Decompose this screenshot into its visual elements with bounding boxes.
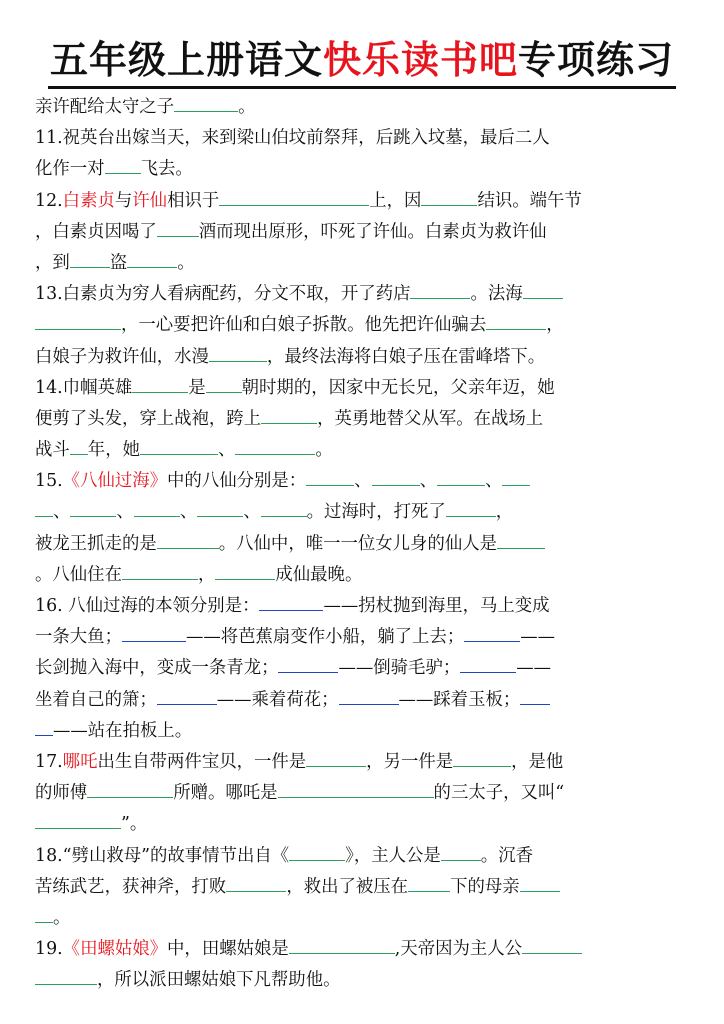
blank[interactable] <box>35 717 53 735</box>
blank[interactable] <box>408 873 450 891</box>
blank[interactable] <box>259 593 323 611</box>
q12-line2: ，白素贞因喝了 酒而现出原形，吓死了许仙。白素贞为救许仙 <box>35 217 695 248</box>
q18-line2: 苦练武艺，获神斧，打败 ，救出了被压在 下的母亲 <box>35 872 695 903</box>
blank[interactable] <box>278 780 434 798</box>
blank[interactable] <box>206 374 242 392</box>
blank[interactable] <box>289 936 395 954</box>
q11-line2: 化作一对 飞去。 <box>35 154 695 185</box>
q13-line2: ，一心要把许仙和白娘子拆散。他先把许仙骗去 ， <box>35 310 695 341</box>
blank[interactable] <box>157 530 219 548</box>
blank[interactable] <box>105 156 141 174</box>
blank[interactable] <box>127 250 177 268</box>
blank[interactable] <box>157 686 217 704</box>
q10-line1: 亲许配给太守之子 。 <box>35 92 695 123</box>
blank[interactable] <box>278 655 338 673</box>
q16-line4: 坐着自己的箫； ——乘着荷花； ——踩着玉板； <box>35 685 695 716</box>
q18-line1: 18.“劈山救母”的故事情节出自《 》，主人公是 。沉香 <box>35 841 695 872</box>
q15-line1: 15.《八仙过海》中的八仙分别是： 、 、 、 <box>35 466 695 497</box>
q14-line2: 便剪了头发，穿上战袍，跨上 ，英勇地替父从军。在战场上 <box>35 404 695 435</box>
blank[interactable] <box>460 655 516 673</box>
blank[interactable] <box>35 499 53 517</box>
blank[interactable] <box>70 437 88 455</box>
blank[interactable] <box>219 187 369 205</box>
q13-line1: 13.白素贞为穷人看病配药，分文不取，开了药店 。法海 <box>35 279 695 310</box>
blank[interactable] <box>209 343 267 361</box>
blank[interactable] <box>157 218 199 236</box>
blank[interactable] <box>410 281 470 299</box>
blank[interactable] <box>87 780 173 798</box>
blank[interactable] <box>122 624 186 642</box>
blank[interactable] <box>235 437 315 455</box>
blank[interactable] <box>134 499 180 517</box>
blank[interactable] <box>197 499 243 517</box>
q12-line1: 12.白素贞与许仙相识于 上，因 结识。端午节 <box>35 186 695 217</box>
blank[interactable] <box>35 811 121 829</box>
blank[interactable] <box>70 250 110 268</box>
blank[interactable] <box>421 187 477 205</box>
q15-line3: 被龙王抓走的是 。八仙中，唯一一位女儿身的仙人是 <box>35 529 695 560</box>
blank[interactable] <box>306 749 366 767</box>
blank[interactable] <box>453 749 511 767</box>
blank[interactable] <box>132 374 188 392</box>
q16-line1: 16. 八仙过海的本领分别是： ——拐杖抛到海里，马上变成 <box>35 591 695 622</box>
q14-line3: 战斗 年，她 、 。 <box>35 435 695 466</box>
blank[interactable] <box>261 405 317 423</box>
q17-line3: ”。 <box>35 809 695 840</box>
blank[interactable] <box>215 561 275 579</box>
q15-line4: 。八仙住在 ， 成仙最晚。 <box>35 560 695 591</box>
q13-line3: 白娘子为救许仙，水漫 ，最终法海将白娘子压在雷峰塔下。 <box>35 342 695 373</box>
blank[interactable] <box>35 967 97 985</box>
q19-line2: ，所以派田螺姑娘下凡帮助他。 <box>35 965 695 996</box>
blank[interactable] <box>35 904 53 922</box>
worksheet-body <box>35 92 695 996</box>
blank[interactable] <box>372 468 420 486</box>
blank[interactable] <box>289 842 345 860</box>
blank[interactable] <box>70 499 116 517</box>
q16-line3: 长剑抛入海中，变成一条青龙； ——倒骑毛驴； —— <box>35 653 695 684</box>
blank[interactable] <box>226 873 286 891</box>
blank[interactable] <box>339 686 399 704</box>
q18-line3: 。 <box>35 903 695 934</box>
q16-line5: ——站在拍板上。 <box>35 716 695 747</box>
q15-line2: 、 、 、 、 。过海时，打死了 ， <box>35 497 695 528</box>
title-part2: 快乐读书吧 <box>322 38 518 82</box>
q12-line3: ，到 盗 。 <box>35 248 695 279</box>
blank[interactable] <box>437 468 485 486</box>
blank[interactable] <box>140 437 218 455</box>
blank[interactable] <box>486 312 546 330</box>
q17-line1: 17.哪吒出生自带两件宝贝，一件是 ，另一件是 ，是他 <box>35 747 695 778</box>
q17-line2: 的师傅 所赠。哪吒是 的三太子，又叫“ <box>35 778 695 809</box>
blank[interactable] <box>520 873 560 891</box>
q11-line1: 11.祝英台出嫁当天，来到梁山伯坟前祭拜，后跳入坟墓，最后二人 <box>35 128 550 149</box>
blank[interactable] <box>306 468 354 486</box>
q19-line1: 19.《田螺姑娘》中，田螺姑娘是 ,天帝因为主人公 <box>35 934 695 965</box>
blank[interactable] <box>502 468 530 486</box>
blank[interactable] <box>522 936 582 954</box>
q14-line1: 14.巾帼英雄 是 朝时期的，因家中无长兄，父亲年迈，她 <box>35 373 695 404</box>
blank[interactable] <box>497 530 545 548</box>
title-part1: 五年级上册语文 <box>49 38 323 82</box>
blank[interactable] <box>464 624 520 642</box>
blank[interactable] <box>446 499 496 517</box>
blank[interactable] <box>441 842 481 860</box>
blank[interactable] <box>174 94 238 112</box>
blank[interactable] <box>520 686 550 704</box>
blank[interactable] <box>122 561 198 579</box>
blank[interactable] <box>261 499 307 517</box>
q16-line2: 一条大鱼； ——将芭蕉扇变作小船，躺了上去； —— <box>35 622 695 653</box>
blank[interactable] <box>523 281 563 299</box>
title-part3: 专项练习 <box>518 38 675 82</box>
blank[interactable] <box>35 312 121 330</box>
title-underline <box>48 86 676 89</box>
page-title <box>0 36 724 84</box>
